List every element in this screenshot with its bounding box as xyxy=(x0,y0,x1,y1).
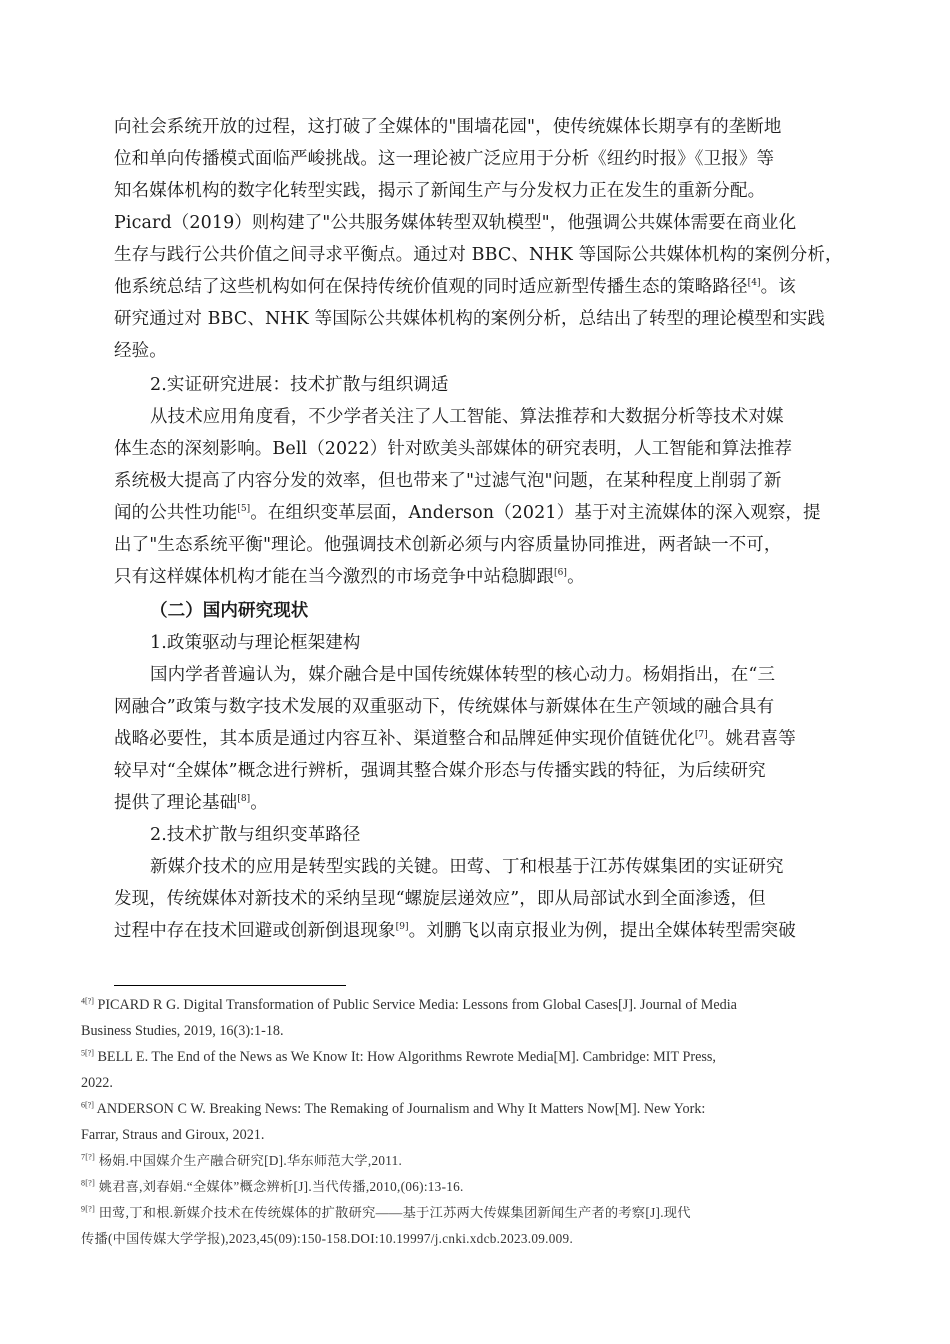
paragraph-line xyxy=(114,306,825,332)
citation-ref[interactable]: [9] xyxy=(395,922,409,933)
paragraph-line xyxy=(114,790,268,816)
paragraph-line xyxy=(114,758,766,784)
footnote-marker[interactable]: 7[?] xyxy=(81,1152,96,1162)
footnote-separator xyxy=(114,985,346,986)
footnote-line xyxy=(81,1126,264,1144)
line-text: 发现，传统媒体对新技术的采纳呈现“螺旋层递效应”，即从局部试水到全面渗透，但 xyxy=(114,889,766,909)
line-text: 研究通过对 BBC、NHK 等国际公共媒体机构的案例分析，总结出了转型的理论模型和实践 xyxy=(114,309,826,329)
line-text: 向社会系统开放的过程，这打破了全媒体的"围墙花园"，使传统媒体长期享有的垄断地 xyxy=(114,117,782,137)
footnote-marker[interactable]: 6[?] xyxy=(81,1100,94,1110)
paragraph-line xyxy=(114,532,782,558)
line-text: 2.实证研究进展：技术扩散与组织调适 xyxy=(150,375,449,395)
line-text: 只有这样媒体机构才能在当今激烈的市场竞争中站稳脚跟 xyxy=(114,567,554,587)
line-text: 2.技术扩散与组织变革路径 xyxy=(150,825,361,845)
paragraph-line xyxy=(150,372,449,398)
paragraph-line xyxy=(114,436,792,462)
paragraph-line xyxy=(114,338,167,364)
paragraph-line xyxy=(114,886,766,912)
paragraph-line xyxy=(150,404,784,430)
line-text-after-ref: 。该 xyxy=(760,277,796,297)
line-text: 国内学者普遍认为，媒介融合是中国传统媒体转型的核心动力。杨娟指出，在“三 xyxy=(150,665,776,685)
paragraph-line xyxy=(114,178,765,204)
footnote-text: 2022. xyxy=(81,1075,113,1091)
paragraph-line xyxy=(114,468,782,494)
citation-ref[interactable]: [4] xyxy=(747,278,761,289)
footnote-line xyxy=(81,1230,573,1248)
paragraph-line xyxy=(114,210,796,236)
paragraph-line xyxy=(150,822,361,848)
line-text: 闻的公共性功能 xyxy=(114,503,238,523)
line-text: 位和单向传播模式面临严峻挑战。这一理论被广泛应用于分析《纽约时报》《卫报》等 xyxy=(114,149,775,169)
line-text: 新媒介技术的应用是转型实践的关键。田莺、丁和根基于江苏传媒集团的实证研究 xyxy=(150,857,784,877)
line-text: 系统极大提高了内容分发的效率，但也带来了"过滤气泡"问题，在某种程度上削弱了新 xyxy=(114,471,782,491)
footnote-text: 姚君喜,刘春娟.“全媒体”概念辨析[J].当代传播,2010,(06):13-16. xyxy=(95,1179,464,1194)
footnote-text: PICARD R G. Digital Transformation of Public Service Media: Lessons from Global Cases[J]. Journal of Media xyxy=(93,997,737,1013)
paragraph-line xyxy=(150,662,775,688)
paragraph-line xyxy=(114,146,774,172)
line-text: 出了"生态系统平衡"理论。他强调技术创新必须与内容质量协同推进，两者缺一不可， xyxy=(114,535,782,555)
paragraph-line xyxy=(150,854,784,880)
line-text: Picard（2019）则构建了"公共服务媒体转型双轨模型"，他强调公共媒体需要在商业化 xyxy=(114,213,797,233)
footnote-marker[interactable]: 8[?] xyxy=(81,1178,96,1188)
line-text: 战略必要性，其本质是通过内容互补、渠道整合和品牌延伸实现价值链优化 xyxy=(114,729,695,749)
section-heading xyxy=(150,598,308,624)
footnote-line xyxy=(81,1074,113,1092)
line-text: 经验。 xyxy=(114,341,167,361)
citation-ref[interactable]: [5] xyxy=(237,504,251,515)
line-text: （二）国内研究现状 xyxy=(150,601,309,621)
line-text-after-ref: 。在组织变革层面，Anderson（2021）基于对主流媒体的深入观察，提 xyxy=(250,503,821,523)
paragraph-line xyxy=(114,114,782,140)
paragraph-line xyxy=(114,500,821,526)
paragraph-line xyxy=(114,918,796,944)
footnote-line xyxy=(81,1178,464,1196)
line-text-after-ref: 。刘鹏飞以南京报业为例，提出全媒体转型需突破 xyxy=(408,921,796,941)
line-text-after-ref: 。 xyxy=(250,793,268,813)
footnote-line xyxy=(81,1204,691,1222)
line-text: 提供了理论基础 xyxy=(114,793,238,813)
citation-ref[interactable]: [8] xyxy=(237,794,251,805)
footnote-line xyxy=(81,1048,716,1066)
footnote-text: Business Studies, 2019, 16(3):1-18. xyxy=(81,1023,284,1039)
paragraph-line xyxy=(114,564,585,590)
line-text-after-ref: 。 xyxy=(567,567,585,587)
line-text: 他系统总结了这些机构如何在保持传统价值观的同时适应新型传播生态的策略路径 xyxy=(114,277,748,297)
paragraph-line xyxy=(114,242,843,268)
citation-ref[interactable]: [6] xyxy=(554,568,568,579)
line-text: 知名媒体机构的数字化转型实践，揭示了新闻生产与分发权力正在发生的重新分配。 xyxy=(114,181,766,201)
paragraph-line xyxy=(114,694,774,720)
footnote-text: 杨娟.中国媒介生产融合研究[D].华东师范大学,2011. xyxy=(95,1153,403,1168)
footnote-text: BELL E. The End of the News as We Know It: How Algorithms Rewrote Media[M]. Cambridge: MIT Press, xyxy=(93,1049,716,1065)
paragraph-line xyxy=(114,726,796,752)
paragraph-line xyxy=(150,630,361,656)
line-text: 1.政策驱动与理论框架建构 xyxy=(150,633,361,653)
line-text-after-ref: 。姚君喜等 xyxy=(707,729,796,749)
line-text: 较早对“全媒体”概念进行辨析，强调其整合媒介形态与传播实践的特征，为后续研究 xyxy=(114,761,766,781)
line-text: 从技术应用角度看，不少学者关注了人工智能、算法推荐和大数据分析等技术对媒 xyxy=(150,407,784,427)
line-text: 过程中存在技术回避或创新倒退现象 xyxy=(114,921,396,941)
footnote-text: 田莺,丁和根.新媒介技术在传统媒体的扩散研究——基于江苏两大传媒集团新闻生产者的考察[J].现代 xyxy=(95,1205,691,1220)
citation-ref[interactable]: [7] xyxy=(694,730,708,741)
footnote-text: Farrar, Straus and Giroux, 2021. xyxy=(81,1127,265,1143)
footnote-marker[interactable]: 4[?] xyxy=(81,996,94,1006)
line-text: 体生态的深刻影响。Bell（2022）针对欧美头部媒体的研究表明，人工智能和算法推荐 xyxy=(114,439,793,459)
footnote-line xyxy=(81,1100,705,1118)
footnote-text: ANDERSON C W. Breaking News: The Remaking of Journalism and Why It Matters Now[M]. New York: xyxy=(93,1101,706,1117)
footnote-marker[interactable]: 5[?] xyxy=(81,1048,94,1058)
footnote-line xyxy=(81,996,737,1014)
paragraph-line xyxy=(114,274,796,300)
footnote-line xyxy=(81,1022,284,1040)
line-text: 生存与践行公共价值之间寻求平衡点。通过对 BBC、NHK 等国际公共媒体机构的案例分析， xyxy=(114,245,843,265)
footnote-text: 传播(中国传媒大学学报),2023,45(09):150-158.DOI:10.19997/j.cnki.xdcb.2023.09.009. xyxy=(81,1231,574,1246)
footnote-marker[interactable]: 9[?] xyxy=(81,1204,96,1214)
footnote-line xyxy=(81,1152,402,1170)
line-text: 网融合”政策与数字技术发展的双重驱动下，传统媒体与新媒体在生产领域的融合具有 xyxy=(114,697,775,717)
